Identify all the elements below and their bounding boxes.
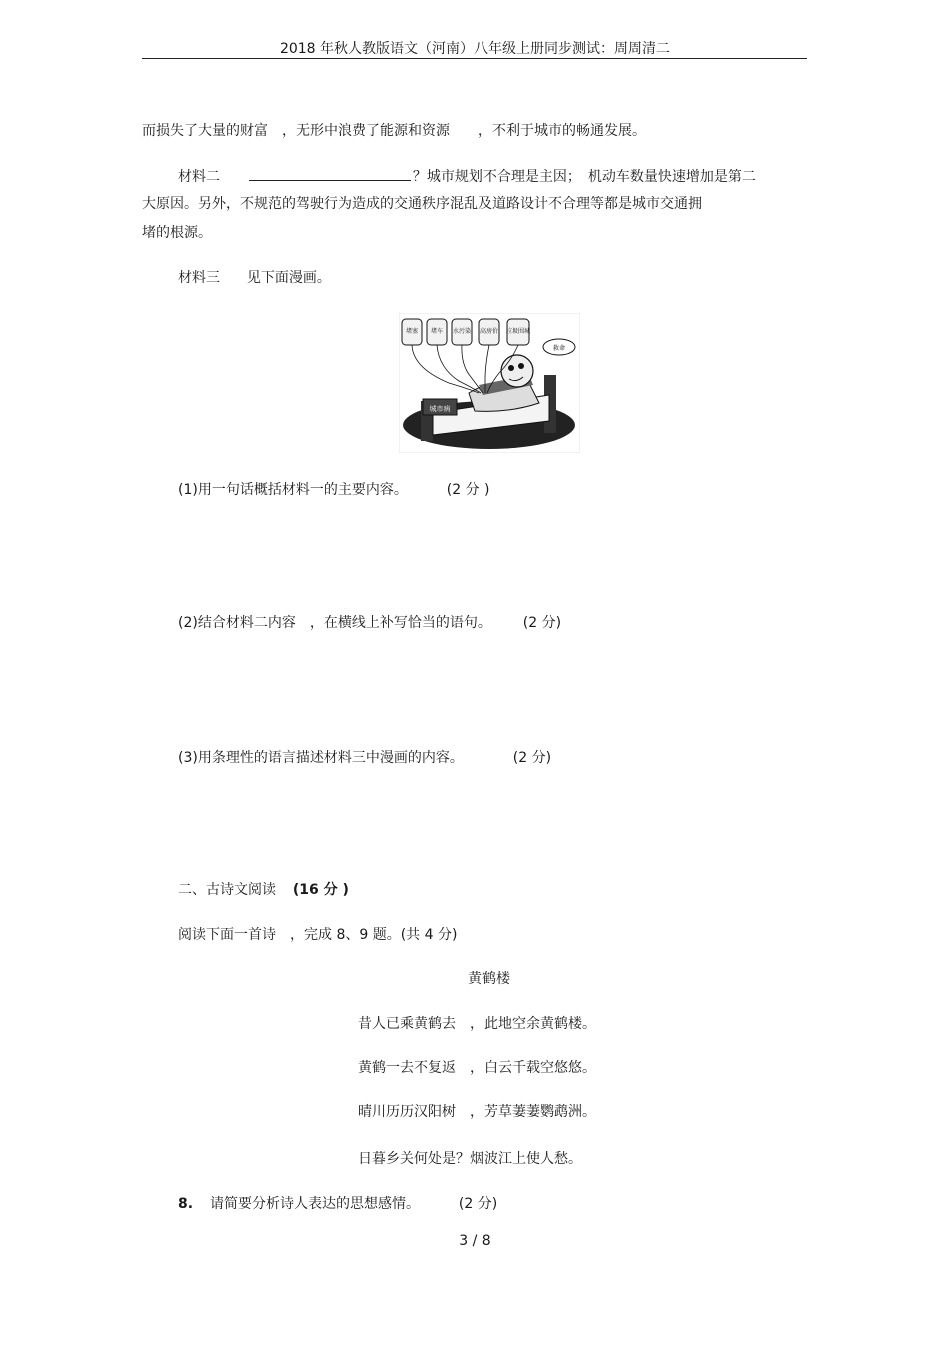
poem-line-2: 黄鹤一去不复返 ，白云千载空悠悠。	[358, 1060, 596, 1076]
page-header: 2018 年秋人教版语文（河南）八年级上册同步测试：周周清二	[279, 41, 671, 57]
question-1-text: (1)用一句话概括材料一的主要内容。	[178, 482, 408, 498]
material1-tail: 而损失了大量的财富 ，无形中浪费了能源和资源 ，不利于城市的畅通发展。	[142, 123, 646, 139]
material2-line3: 堵的根源。	[142, 225, 212, 241]
material2-text: ？城市规划不合理是主因； 机动车数量快速增加是第二	[412, 169, 756, 185]
question-8-text: 请简要分析诗人表达的思想感情。	[209, 1196, 420, 1212]
question-8-score: (2 分)	[458, 1196, 498, 1212]
poem-line-4: 日暮乡关何处是？烟波江上使人愁。	[358, 1151, 582, 1167]
material2-line2: 大原因。另外，不规范的驾驶行为造成的交通秩序混乱及道路设计不合理等都是城市交通拥	[142, 196, 702, 212]
question-8	[178, 1194, 497, 1214]
question-2-score: (2 分)	[522, 615, 562, 631]
fill-in-blank	[249, 166, 411, 181]
poem-line-1: 昔人已乘黄鹤去 ，此地空余黄鹤楼。	[358, 1016, 596, 1032]
question-8-number: 8.	[178, 1196, 194, 1212]
cartoon-illustration	[399, 313, 580, 453]
bottle-label-1: 堵塞	[405, 328, 419, 335]
bottle-label-5: 垃圾围城	[505, 328, 531, 335]
bottle-label-4: 高房价	[479, 328, 499, 335]
question-2	[178, 613, 561, 633]
question-3	[178, 748, 551, 768]
material2-line1	[178, 166, 756, 187]
question-3-text: (3)用条理性的语言描述材料三中漫画的内容。	[178, 750, 464, 766]
section-2-score: (16 分 )	[292, 882, 349, 898]
poem-title: 黄鹤楼	[468, 971, 510, 987]
page-number: 3 / 8	[459, 1233, 491, 1249]
city-disease-cartoon	[399, 313, 580, 453]
bed-label: 城市病	[429, 405, 451, 413]
material3-line	[178, 268, 331, 288]
material3-text: 见下面漫画。	[246, 270, 331, 286]
bottle-label-3: 水污染	[452, 328, 472, 335]
section-2-heading	[178, 880, 349, 900]
bottle-label-2: 堵车	[430, 328, 444, 335]
question-1-score: (2 分 )	[446, 482, 490, 498]
question-2-text: (2)结合材料二内容 ，在横线上补写恰当的语句。	[178, 615, 492, 631]
question-1	[178, 480, 489, 500]
material2-label: 材料二	[178, 169, 220, 185]
section-2-title: 二、古诗文阅读	[178, 882, 276, 898]
header-divider	[142, 58, 807, 59]
material3-label: 材料三	[178, 270, 220, 286]
speech-bubble: 救命	[552, 345, 566, 352]
reading-intro: 阅读下面一首诗 ，完成 8、9 题。(共 4 分)	[178, 927, 458, 943]
question-3-score: (2 分)	[512, 750, 552, 766]
poem-line-3: 晴川历历汉阳树 ，芳草萋萋鹦鹉洲。	[358, 1104, 596, 1120]
